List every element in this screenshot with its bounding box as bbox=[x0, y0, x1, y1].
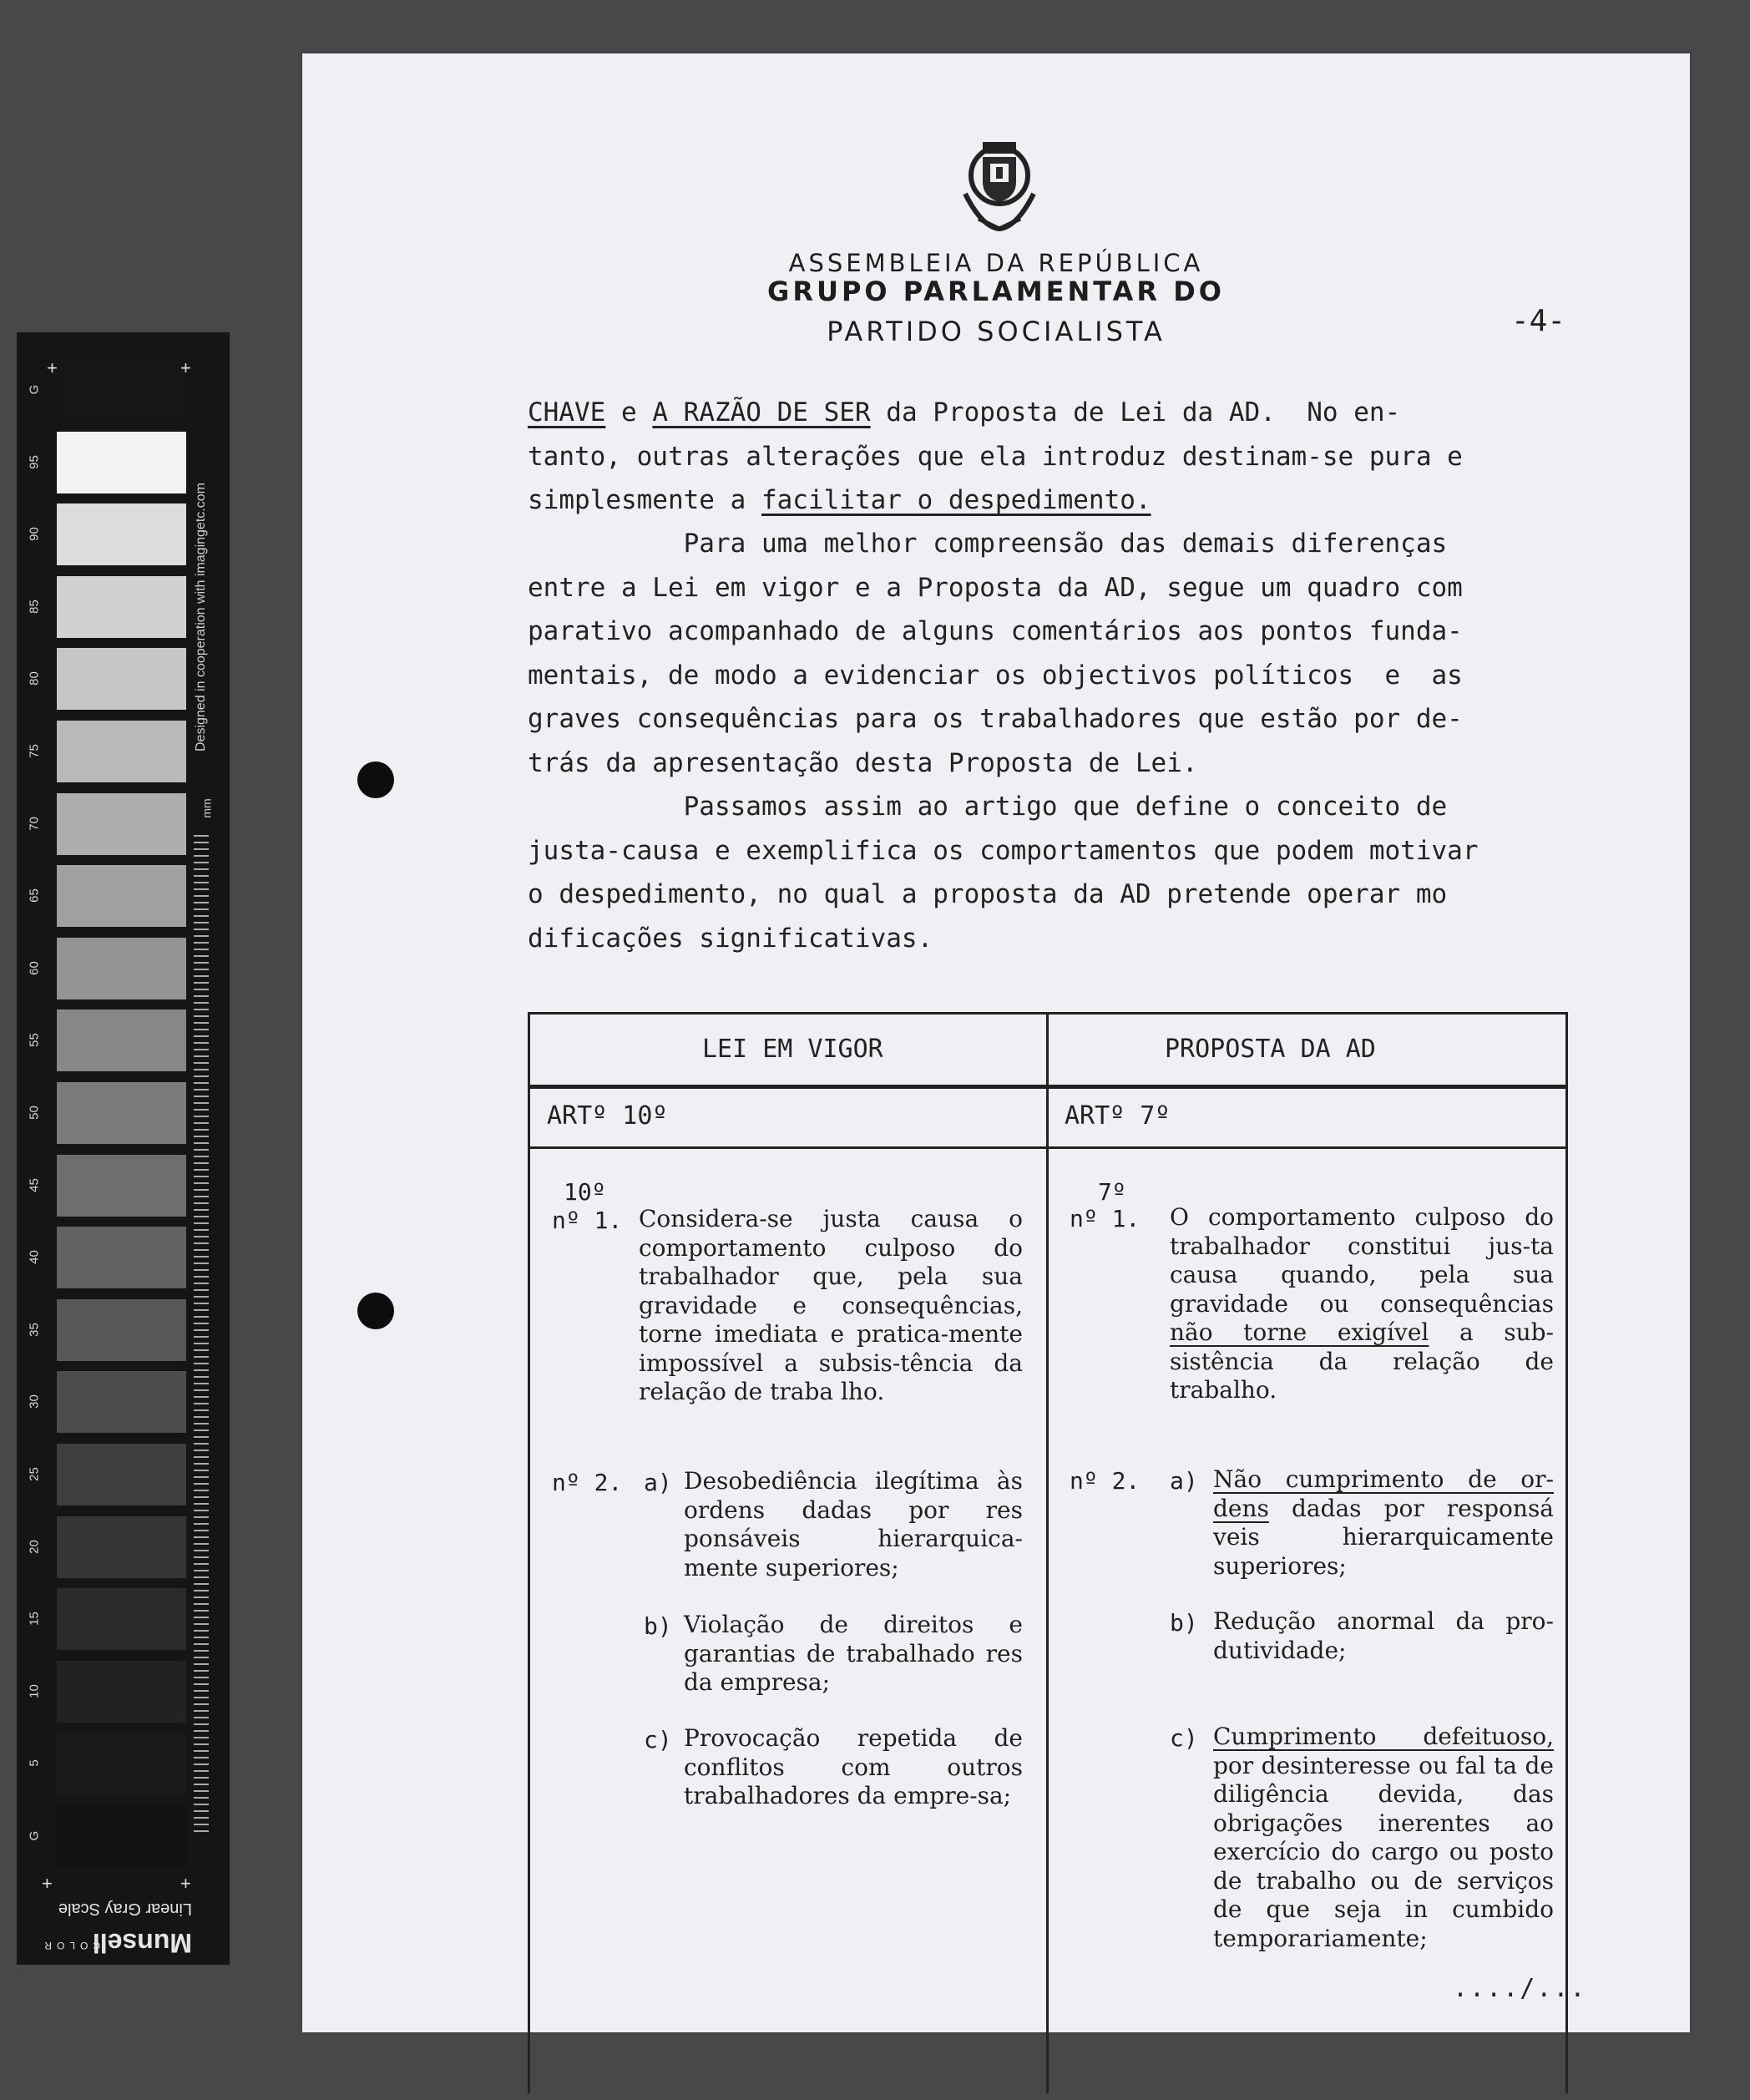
right-n1-underline: não torne exigível bbox=[1170, 1318, 1429, 1346]
right-c-text-b: por desinteresse ou fal ta de diligência devida, das obrigações inerentes ao exercício do cargo ou posto de trabalho ou de serviços de que seja in cumbido temporariamente; bbox=[1213, 1751, 1554, 1952]
mm-ruler bbox=[194, 835, 209, 1837]
scale-number: 60 bbox=[27, 960, 42, 975]
gray-swatch bbox=[57, 1155, 186, 1217]
right-b-text: Redução anormal da pro-dutividade; bbox=[1213, 1607, 1554, 1664]
gray-swatch bbox=[57, 1010, 186, 1071]
right-b-label: b) bbox=[1170, 1609, 1198, 1637]
scale-number: 80 bbox=[27, 671, 42, 686]
document-page bbox=[302, 53, 1690, 2032]
paragraph-1-text: da Proposta de Lei da AD. No en- tanto, outras alterações que ela introduz destinam-se pura e simplesmente a bbox=[528, 397, 1463, 515]
mm-label: mm bbox=[200, 798, 214, 818]
paragraph-1 bbox=[528, 391, 1563, 523]
gray-swatch bbox=[57, 1661, 186, 1723]
scale-number: 70 bbox=[27, 816, 42, 831]
right-a-label: a) bbox=[1170, 1467, 1198, 1495]
scale-number: 20 bbox=[27, 1539, 42, 1554]
gray-swatch bbox=[57, 1444, 186, 1505]
column-header-lei: LEI EM VIGOR bbox=[702, 1035, 883, 1064]
scale-number: G bbox=[27, 384, 42, 395]
right-a-underline: Não cumprimento de or-dens bbox=[1213, 1465, 1554, 1522]
coat-of-arms-emblem bbox=[953, 135, 1045, 234]
scale-number: 35 bbox=[27, 1322, 42, 1337]
scale-number: 75 bbox=[27, 744, 42, 758]
right-n1-text-b: a sub-sistência da relação de trabalho. bbox=[1170, 1318, 1554, 1404]
gray-swatch bbox=[57, 503, 186, 565]
gray-swatch bbox=[57, 793, 186, 855]
gray-swatch bbox=[57, 1805, 186, 1867]
left-a-text: Desobediência ilegítima às ordens dadas por res ponsáveis hierarquica-mente superiores; bbox=[684, 1467, 1023, 1581]
scale-number: 45 bbox=[27, 1177, 42, 1192]
gray-swatch bbox=[57, 432, 186, 493]
right-c-text bbox=[1213, 1723, 1554, 1953]
left-b-text: Violação de direitos e garantias de trabalhado res da empresa; bbox=[684, 1611, 1023, 1696]
right-c-label: c) bbox=[1170, 1724, 1198, 1752]
gray-swatch bbox=[57, 938, 186, 999]
scale-number: 30 bbox=[27, 1394, 42, 1409]
gray-swatch bbox=[57, 865, 186, 927]
plus-mark: + bbox=[180, 1873, 191, 1894]
assembly-title: ASSEMBLEIA DA REPÚBLICA bbox=[788, 249, 1204, 277]
gray-swatch bbox=[57, 1082, 186, 1144]
left-n1-label: nº 1. bbox=[552, 1207, 623, 1234]
keyword-facilitar: facilitar o despedimento. bbox=[761, 485, 1151, 515]
brand-scale-title: Linear Gray Scale bbox=[58, 1900, 192, 1918]
right-n1-text-a: O comportamento culposo do trabalhador constitui jus-ta causa quando, pela sua gravidade ou consequências bbox=[1170, 1203, 1554, 1318]
right-c-underline: Cumprimento defeituoso, bbox=[1213, 1723, 1554, 1750]
left-c-label: c) bbox=[644, 1726, 672, 1753]
article-left: ARTº 10º bbox=[547, 1101, 668, 1131]
gray-swatch bbox=[57, 576, 186, 638]
paragraph-3: Passamos assim ao artigo que define o conceito de justa-causa e exemplifica os comportamentos que podem motivar o despedimento, no qual a proposta da AD pretende operar mo dificações significativas. bbox=[528, 792, 1479, 954]
right-n1-label: nº 1. bbox=[1070, 1205, 1141, 1232]
scale-number: 10 bbox=[27, 1683, 42, 1698]
paragraph-2: Para uma melhor compreensão das demais diferenças entre a Lei em vigor e a Proposta da AD, segue um quadro com parativo acompanhado de alguns comentários aos pontos funda- mentais, de modo a evidenciar os objectivos políticos e as graves consequências para os trabalhadores que estão por de- trás da apresentação desta Proposta de Lei. bbox=[528, 529, 1463, 778]
continuation-mark: ..../... bbox=[1453, 1974, 1587, 2003]
gray-swatch bbox=[57, 1516, 186, 1578]
keyword-chave: CHAVE bbox=[528, 397, 606, 428]
scale-number: 85 bbox=[27, 599, 42, 614]
gray-swatch bbox=[57, 1588, 186, 1650]
column-header-proposta: PROPOSTA DA AD bbox=[1165, 1035, 1376, 1064]
scale-number: 95 bbox=[27, 454, 42, 469]
gray-swatch bbox=[57, 1371, 186, 1433]
plus-mark: + bbox=[42, 1873, 53, 1894]
page-number: -4- bbox=[1511, 304, 1566, 338]
left-n2-label: nº 2. bbox=[552, 1469, 623, 1496]
brand-sub: COLOR bbox=[39, 1940, 100, 1951]
scale-number: 25 bbox=[27, 1467, 42, 1481]
left-n1-text: Considera-se justa causa o comportamento culposo do trabalhador que, pela sua gravidade e consequências, torne imediata e pratica-mente impossível a subsis-tência da relação de traba lho. bbox=[639, 1205, 1023, 1405]
gray-swatch bbox=[57, 648, 186, 710]
scale-number: 40 bbox=[27, 1250, 42, 1265]
right-n2-label: nº 2. bbox=[1070, 1467, 1141, 1495]
left-c-text: Provocação repetida de conflitos com outros trabalhadores da empre-sa; bbox=[684, 1724, 1023, 1809]
group-title: GRUPO PARLAMENTAR DO bbox=[767, 276, 1225, 307]
brand-name: Munsell bbox=[92, 1928, 192, 1958]
left-a-label: a) bbox=[644, 1469, 672, 1496]
right-a-text-b: dadas por responsá veis hierarquicamente superiores; bbox=[1213, 1494, 1554, 1580]
designed-credit: Designed in cooperation with imagingetc.com bbox=[194, 483, 208, 751]
gray-swatch bbox=[57, 1733, 186, 1794]
conjunction: e bbox=[605, 397, 653, 428]
right-article-number: 7º bbox=[1098, 1178, 1126, 1206]
plus-mark: + bbox=[47, 357, 58, 378]
comparison-table bbox=[528, 1012, 1568, 2093]
gray-swatch bbox=[57, 1299, 186, 1361]
scale-number: 55 bbox=[27, 1033, 42, 1048]
keyword-razao: A RAZÃO DE SER bbox=[652, 397, 871, 428]
party-title: PARTIDO SOCIALISTA bbox=[827, 316, 1166, 347]
gray-swatch bbox=[57, 721, 186, 782]
scale-number: 15 bbox=[27, 1612, 42, 1627]
left-b-label: b) bbox=[644, 1612, 672, 1640]
scale-number: 65 bbox=[27, 888, 42, 903]
right-a-text bbox=[1213, 1465, 1554, 1581]
munsell-logo bbox=[33, 1883, 200, 1958]
scale-number: 50 bbox=[27, 1106, 42, 1120]
left-article-number: 10º bbox=[564, 1178, 606, 1206]
plus-mark: + bbox=[180, 357, 191, 378]
punch-hole bbox=[357, 762, 394, 798]
punch-hole bbox=[357, 1293, 394, 1329]
scale-number: G bbox=[27, 1830, 42, 1841]
article-right: ARTº 7º bbox=[1065, 1101, 1171, 1131]
right-n1-text bbox=[1170, 1203, 1554, 1405]
article-divider bbox=[530, 1146, 1565, 1149]
header-divider bbox=[530, 1085, 1565, 1089]
scale-number: 90 bbox=[27, 527, 42, 542]
gray-swatch bbox=[57, 359, 186, 421]
column-divider bbox=[1046, 1015, 1049, 2093]
scale-number: 5 bbox=[27, 1759, 42, 1768]
gray-swatch bbox=[57, 1227, 186, 1288]
